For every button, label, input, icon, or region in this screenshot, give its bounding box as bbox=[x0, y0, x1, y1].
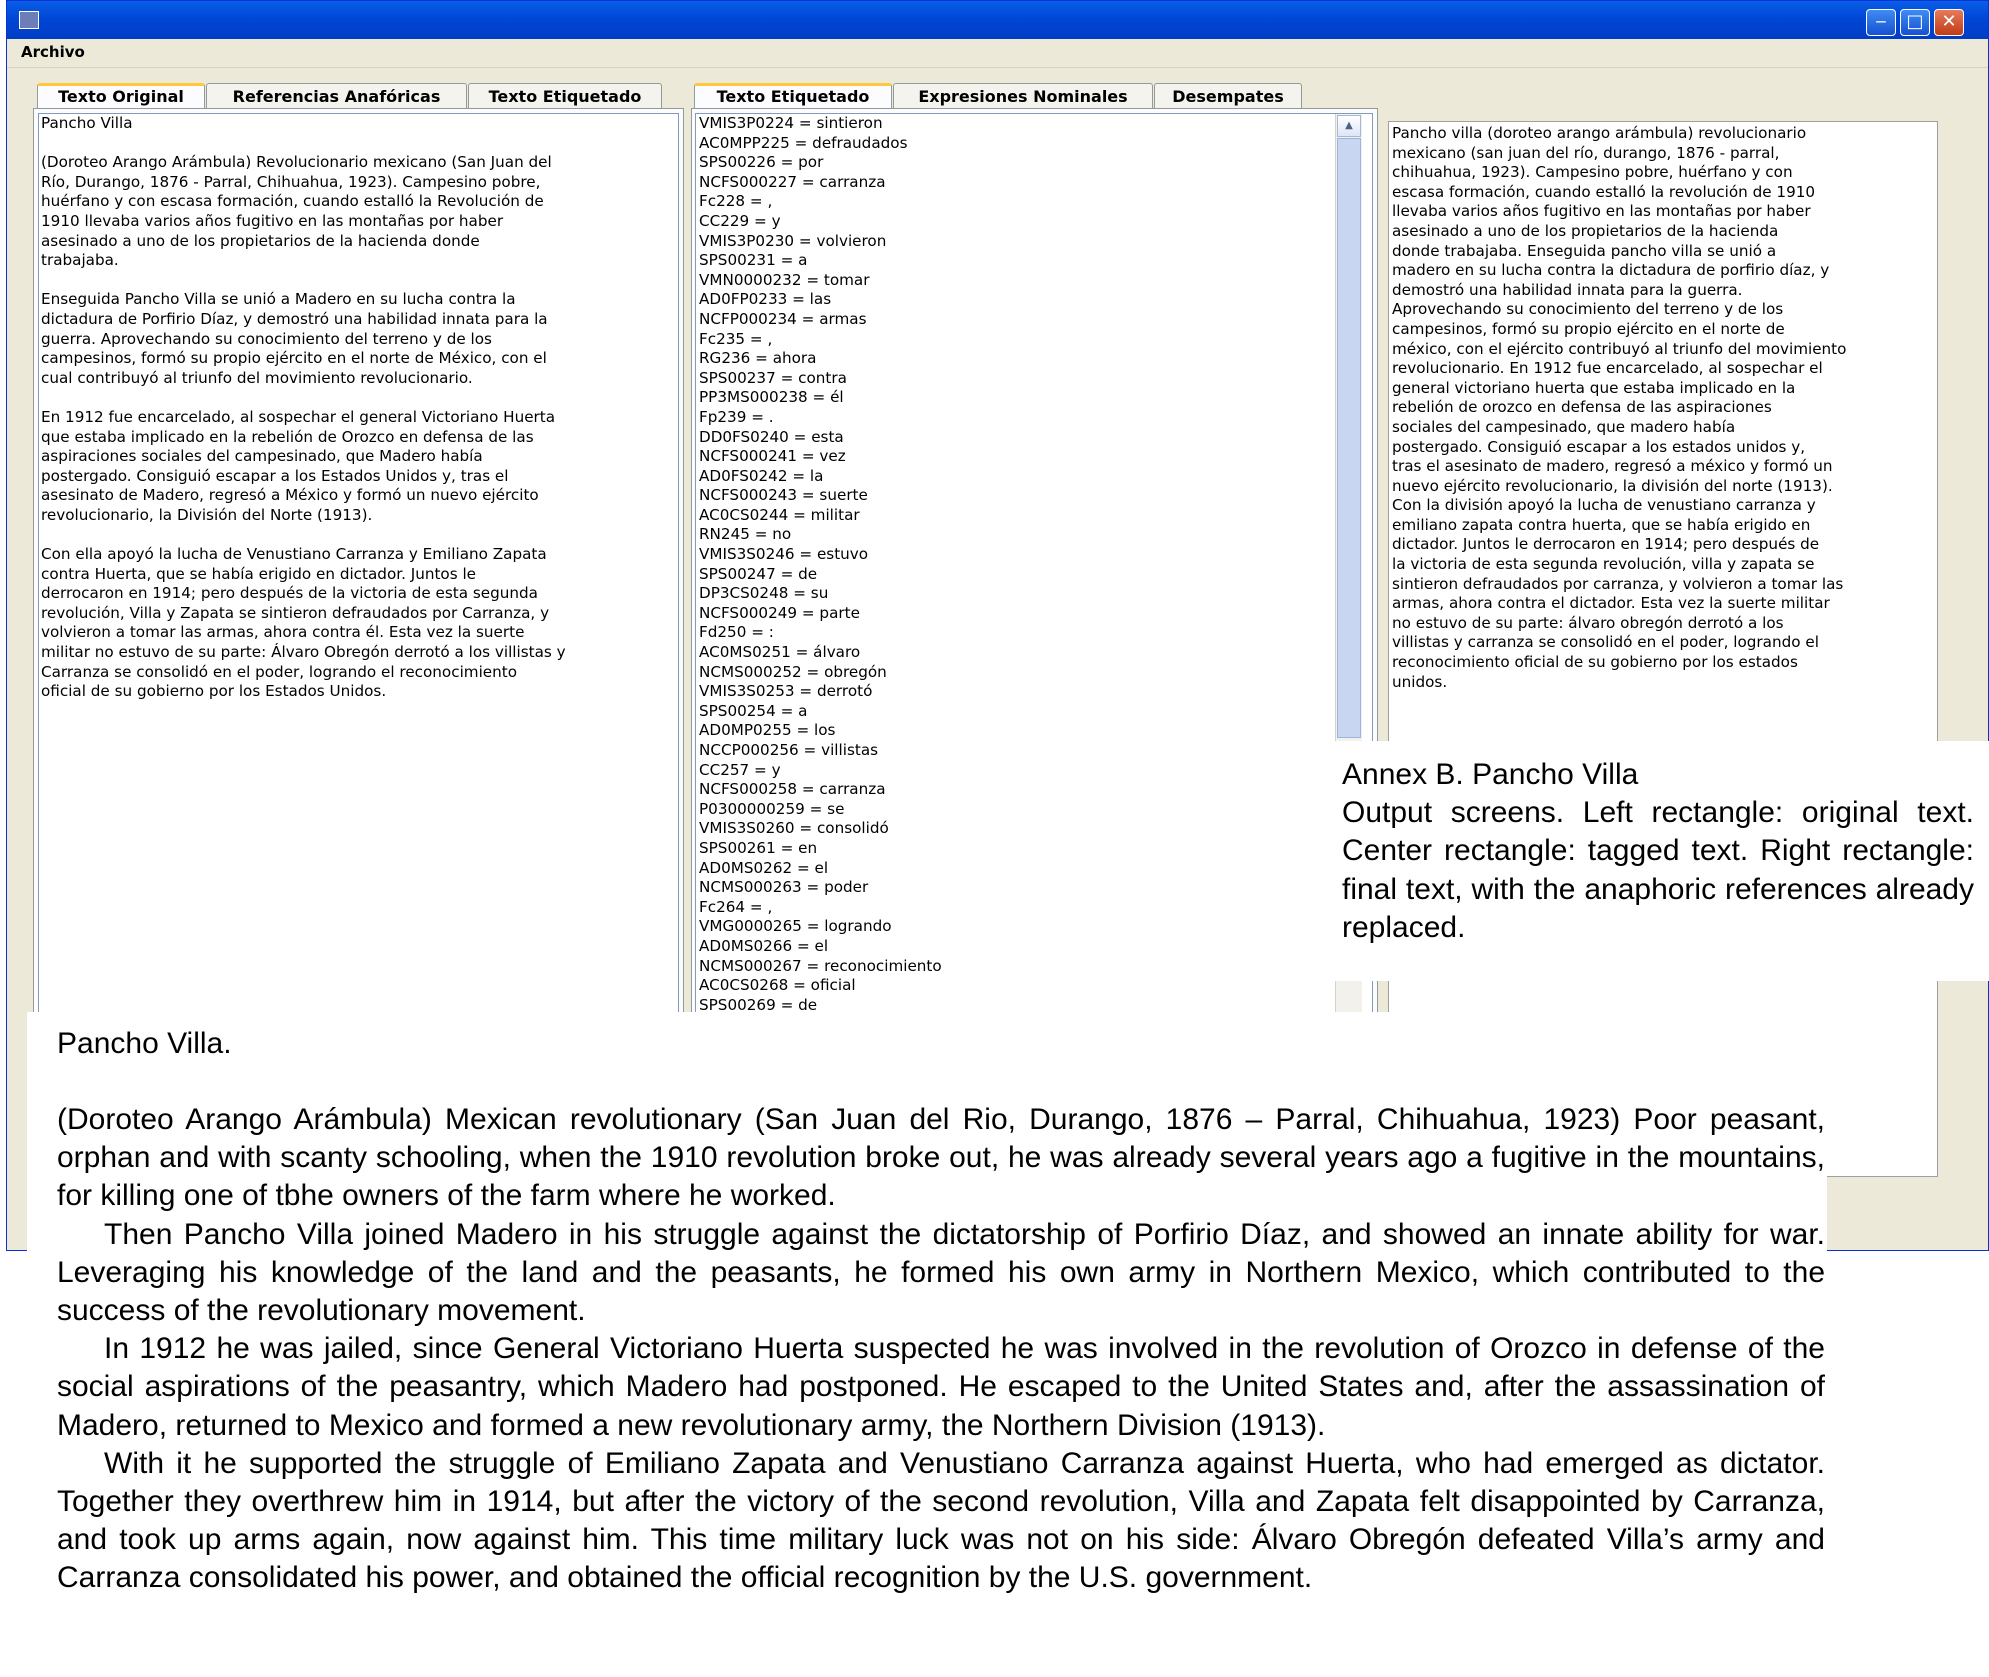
tagged-line: AC0CS0268 = oficial bbox=[699, 976, 856, 995]
tagged-line: VMIS3S0260 = consolidó bbox=[699, 819, 889, 838]
tagged-line: VMN0000232 = tomar bbox=[699, 270, 870, 289]
original-paragraph: Pancho Villa bbox=[41, 114, 133, 132]
tagged-line: Fc235 = , bbox=[699, 329, 773, 348]
tagged-line: AC0MS0251 = álvaro bbox=[699, 643, 861, 662]
translation-paragraph: (Doroteo Arango Arámbula) Mexican revolutionary (San Juan del Rio, Durango, 1876 – Parral, Chihuahua, 1923) Poor peasant, orphan and with scanty schooling, when the 1910 revolution broke out, he was already several years ago a fugitive in the mountains, for killing one of tbhe owners of the farm where he worked. bbox=[57, 1103, 1825, 1213]
java-cup-icon[interactable] bbox=[19, 11, 39, 29]
tagged-line: VMIS3P0224 = sintieron bbox=[699, 114, 883, 132]
tagged-line: VMIS3S0253 = derrotó bbox=[699, 682, 873, 701]
annex-description: Output screens. Left rectangle: original text. Center rectangle: tagged text. Right rectangle: final text, with the anaphoric references already replaced. bbox=[1342, 796, 1974, 944]
tagged-line: SPS00261 = en bbox=[699, 838, 818, 857]
tagged-line: NCMS000252 = obregón bbox=[699, 662, 887, 681]
translation-paragraph: In 1912 he was jailed, since General Victoriano Huerta suspected he was involved in the revolution of Orozco in defense of the social aspirations of the peasantry, which Madero had postponed. He escaped to the United States and, after the assassination of Madero, returned to Mexico and formed a new revolutionary army, the Northern Division (1913). bbox=[57, 1332, 1825, 1442]
maximize-icon[interactable]: □ bbox=[1900, 9, 1930, 36]
translation-title: Pancho Villa. bbox=[57, 1027, 232, 1060]
tab-texto-original[interactable]: Texto Original bbox=[37, 83, 205, 109]
tagged-line: SPS00231 = a bbox=[699, 251, 808, 270]
tagged-line: AC0MPP225 = defraudados bbox=[699, 133, 908, 152]
tagged-line: SPS00269 = de bbox=[699, 995, 818, 1013]
tab-desempates[interactable]: Desempates bbox=[1154, 83, 1302, 109]
annex-title: Annex B. Pancho Villa bbox=[1342, 758, 1639, 791]
tagged-line: Fd250 = : bbox=[699, 623, 774, 642]
tagged-line: Fp239 = . bbox=[699, 407, 774, 426]
tagged-line: SPS00247 = de bbox=[699, 564, 818, 583]
tagged-line: NCFS000258 = carranza bbox=[699, 780, 886, 799]
tagged-line: NCMS000267 = reconocimiento bbox=[699, 956, 942, 975]
tagged-line: NCCP000256 = villistas bbox=[699, 741, 879, 759]
tagged-line: AC0CS0244 = militar bbox=[699, 505, 860, 524]
tagged-lines-list bbox=[699, 114, 1372, 1013]
close-icon[interactable]: ✕ bbox=[1934, 9, 1964, 36]
tagged-line: AD0FS0242 = la bbox=[699, 466, 824, 485]
scrollbar-thumb[interactable] bbox=[1337, 138, 1361, 738]
menu-bar bbox=[7, 39, 1988, 68]
tagged-line: Fc264 = , bbox=[699, 897, 773, 916]
tagged-line: NCMS000263 = poder bbox=[699, 878, 869, 897]
tagged-line: VMIS3P0230 = volvieron bbox=[699, 231, 887, 250]
tagged-line: AD0FP0233 = las bbox=[699, 290, 832, 309]
tagged-line: NCFS000243 = suerte bbox=[699, 486, 868, 505]
tagged-line: VMIS3S0246 = estuvo bbox=[699, 545, 869, 564]
original-paragraph: Enseguida Pancho Villa se unió a Madero en su lucha contra la dictadura de Porfirio Díaz, y demostró una habilidad innata para la guerra. Aprovechando su conocimiento del terreno y de los campesinos, formó su propio ejército en el norte de México, con el cual contribuyó al triunfo del movimiento revolucionario. bbox=[41, 290, 548, 387]
scroll-up-arrow-icon[interactable]: ▲ bbox=[1337, 115, 1361, 137]
tagged-line: NCFS000249 = parte bbox=[699, 603, 860, 622]
tagged-line: SPS00226 = por bbox=[699, 153, 824, 172]
translation-paragraph: Then Pancho Villa joined Madero in his struggle against the dictatorship of Porfirio Díaz, and showed an innate ability for war. Leveraging his knowledge of the land and the peasants, he formed his own army in Northern Mexico, which contributed to the success of the revolutionary movement. bbox=[57, 1217, 1825, 1328]
translation-paragraph: With it he supported the struggle of Emiliano Zapata and Venustiano Carranza against Huerta, who had emerged as dictator. Together they overthrew him in 1914, but after the victory of the second revolution, Villa and Zapata felt disappointed by Carranza, and took up arms again, now against him. This time military luck was not on his side: Álvaro Obregón defeated Villa’s army and Carranza consolidated his power, and obtained the official recognition by the U.S. government. bbox=[57, 1446, 1825, 1595]
tagged-line: AD0MS0262 = el bbox=[699, 858, 829, 877]
tab-texto-etiquetado-center[interactable]: Texto Etiquetado bbox=[694, 83, 892, 109]
tagged-line: AD0MP0255 = los bbox=[699, 721, 836, 740]
tagged-line: AD0MS0266 = el bbox=[699, 936, 829, 955]
tagged-line: Fc228 = , bbox=[699, 192, 773, 211]
tagged-line: CC229 = y bbox=[699, 211, 781, 230]
tagged-text-area[interactable] bbox=[695, 113, 1373, 1013]
tagged-line: DP3CS0248 = su bbox=[699, 584, 829, 603]
final-text-area[interactable]: Pancho villa (doroteo arango arámbula) revolucionario mexicano (san juan del río, durango, 1876 - parral, chihuahua, 1923). Campesino pobre, huérfano y con escasa formación, cuando estalló la revolución de 1910 llevaba varios años fugitivo en las montañas por haber asesinado a uno de los propietarios de la hacienda donde trabajaba. Enseguida pancho villa se unió a madero en su lucha contra la dictadura de porfirio díaz, y demostró una habilidad innata para la guerra. Aprovechando su conocimiento del terreno y de los campesinos, formó su propio ejército en el norte de méxico, con el ejército contribuyó al triunfo del movimiento revolucionario. En 1912 fue encarcelado, al sospechar el general victoriano huerta que estaba implicado en la rebelión de orozco en defensa de las aspiraciones sociales del campesinado, que madero había postergado. Consiguió escapar a los estados unidos y, tras el asesinato de madero, regresó a méxico y formó un nuevo ejército revolucionario, la división del norte (1913). Con la división apoyó la lucha de venustiano carranza y emiliano zapata contra huerta, que se había erigido en dictador. Juntos le derrocaron en 1914; pero después de la victoria de esta segunda revolución, villa y zapata se sintieron defraudados por carranza, y volvieron a tomar las armas, ahora contra el dictador. Esta vez la suerte militar no estuvo de su parte: álvaro obregón derrotó a los villistas y carranza se consolidó en el poder, logrando el reconocimiento oficial de su gobierno por los estados unidos. bbox=[1388, 121, 1938, 1177]
tagged-line: CC257 = y bbox=[699, 760, 781, 779]
tagged-line: DD0FS0240 = esta bbox=[699, 427, 844, 446]
english-translation bbox=[27, 1012, 1827, 1677]
tagged-line: SPS00254 = a bbox=[699, 701, 808, 720]
tagged-line: NCFP000234 = armas bbox=[699, 309, 867, 328]
original-paragraph: En 1912 fue encarcelado, al sospechar el general Victoriano Huerta que estaba implicado en la rebelión de Orozco en defensa de las aspiraciones sociales del campesinado, que Madero había postergado. Consiguió escapar a los Estados Unidos y, tras el asesinato de Madero, regresó a México y formó un nuevo ejército revolucionario, la División del Norte (1913). bbox=[41, 407, 556, 524]
original-text-area[interactable] bbox=[38, 113, 679, 1013]
title-bar[interactable] bbox=[7, 1, 1988, 40]
tagged-line: NCFS000227 = carranza bbox=[699, 172, 886, 191]
tagged-line: PP3MS000238 = él bbox=[699, 388, 844, 407]
tagged-line: VMG0000265 = logrando bbox=[699, 917, 892, 936]
minimize-icon[interactable]: ‒ bbox=[1866, 9, 1896, 36]
tagged-line: SPS00237 = contra bbox=[699, 368, 847, 387]
tagged-line: RN245 = no bbox=[699, 525, 792, 544]
tagged-line: P0300000259 = se bbox=[699, 799, 845, 818]
menu-archivo[interactable]: Archivo bbox=[21, 43, 85, 61]
tagged-line: RG236 = ahora bbox=[699, 349, 817, 368]
original-paragraph: Con ella apoyó la lucha de Venustiano Carranza y Emiliano Zapata contra Huerta, que se había erigido en dictador. Juntos le derrocaron en 1914; pero después de la victoria de esta segunda revolución, Villa y Zapata se sintieron defraudados por Carranza, y volvieron a tomar las armas, ahora contra él. Esta vez la suerte militar no estuvo de su parte: Álvaro Obregón derrotó a los villistas y Carranza se consolidó en el poder, logrando el reconocimiento oficial de su gobierno por los Estados Unidos. bbox=[41, 545, 566, 701]
tab-texto-etiquetado-left[interactable]: Texto Etiquetado bbox=[468, 83, 662, 109]
tagged-line: NCFS000241 = vez bbox=[699, 447, 846, 466]
annex-caption bbox=[1334, 741, 1989, 981]
tab-referencias-anaforicas[interactable]: Referencias Anafóricas bbox=[206, 83, 467, 109]
original-paragraph: (Doroteo Arango Arámbula) Revolucionario mexicano (San Juan del Río, Durango, 1876 - Parral, Chihuahua, 1923). Campesino pobre, huérfano y con escasa formación, cuando estalló la Revolución de 1910 llevaba varios años fugitivo en las montañas por haber asesinado a uno de los propietarios de la hacienda donde trabajaba. bbox=[41, 153, 552, 270]
translation-body bbox=[57, 1101, 1825, 1598]
tab-expresiones-nominales[interactable]: Expresiones Nominales bbox=[893, 83, 1153, 109]
